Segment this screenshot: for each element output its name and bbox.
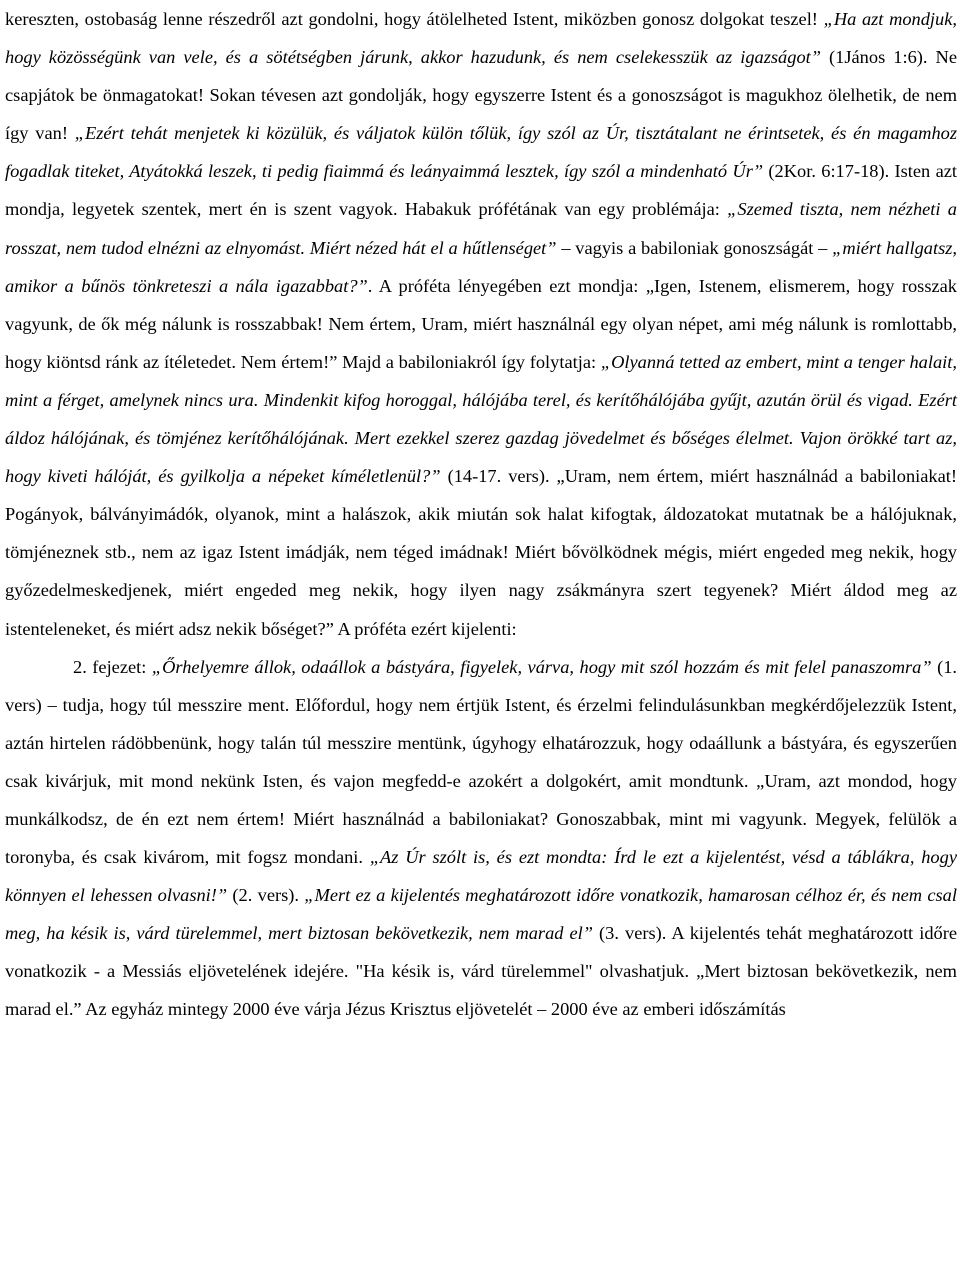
body-text: 2. fejezet: <box>73 656 152 677</box>
paragraph-1 <box>5 0 957 648</box>
quote-text: „Ezért tehát menjetek ki közülük, és váljatok külön tőlük, így szól az Úr, tisztátalant ne érintsetek, és én magamhoz fogadlak titeket, Atyátokká leszek, ti pedig fiaimmá és leányaimmá lesztek, így szól a mindenható Úr” <box>5 123 958 182</box>
body-text: (1János 1:6). Ne csapjátok be önmagatokat! Sokan tévesen azt gondolják, hogy egyszerre Istent és a gonoszságot is magukhoz ölelhetik, de nem így van! <box>5 47 957 144</box>
body-text: (2. vers). <box>227 885 305 906</box>
body-text: kereszten, ostobaság lenne részedről azt gondolni, hogy átölelheted Istent, miközben gonosz dolgokat teszel! <box>5 9 824 29</box>
body-text: (3. vers). A kijelentés tehát meghatározott időre vonatkozik - a Messiás eljövetelének idejére. "Ha késik is, várd türelemmel" olvashatjuk. „Mert biztosan bekövetkezik, nem marad el.” Az egyház mintegy 2000 éve várja Jézus Krisztus eljövetelét – 2000 éve az emberi időszámítás <box>5 923 957 1020</box>
body-text: (2Kor. 6:17-18). Isten azt mondja, legyetek szentek, mert én is szent vagyok. Habakuk prófétának van egy problémája: <box>5 161 958 220</box>
quote-text: „Szemed tiszta, nem nézheti a rosszat, nem tudod elnézni az elnyomást. Miért nézed hát el a hűtlenséget” <box>5 199 957 258</box>
quote-text: „Mert ez a kijelentés meghatározott időre vonatkozik, hamarosan célhoz ér, és nem csal meg, ha késik is, várd türelemmel, mert biztosan bekövetkezik, nem marad el” <box>5 885 957 944</box>
body-text: . A próféta lényegében ezt mondja: „Igen, Istenem, elismerem, hogy rosszak vagyunk, de ők még nálunk is rosszabbak! Nem értem, Uram, miért használnál egy olyan népet, ami még nálunk is romlottabb, hogy kiöntsd ránk az ítéletedet. Nem értem!” Majd a babiloniakról így folytatja: <box>5 275 957 372</box>
paragraph-2 <box>5 648 957 1029</box>
quote-text: „Az Úr szólt is, és ezt mondta: Írd le ezt a kijelentést, vésd a táblákra, hogy könnyen el lehessen olvasni!” <box>5 847 957 906</box>
body-text: – vagyis a babiloniak gonoszságát – <box>556 237 833 258</box>
quote-text: „miért hallgatsz, amikor a bűnös tönkreteszi a nála igazabbat?” <box>5 237 957 296</box>
body-text: (1. vers) – tudja, hogy túl messzire ment. Előfordul, hogy nem értjük Istent, és érzelmi felindulásunkban megkérdőjelezzük Istent, aztán hirtelen rádöbbenünk, hogy talán túl messzire mentünk, úgyhogy elhatározzuk, hogy odaállunk a bástyára, és egyszerűen csak kivárjuk, mit mond nekünk Isten, és vajon megfedd-e azokért a dolgokért, amit mondtunk. „Uram, azt mondod, hogy munkálkodsz, de én ezt nem értem! Miért használnád a babiloniakat? Gonoszabbak, mint mi vagyunk. Megyek, felülök a toronyba, és csak kivárom, mit fogsz mondani. <box>5 656 958 868</box>
body-text: (14-17. vers). „Uram, nem értem, miért használnád a babiloniakat! Pogányok, bálványimádók, olyanok, mint a halászok, akik miután sok halat kifogtak, áldozatokat mutatnak be a hálójuknak, tömjéneznek stb., nem az igaz Istent imádják, nem téged imádnak! Miért bővölködnek mégis, miért engeded meg nekik, hogy győzedelmeskedjenek, miért engeded meg nekik, hogy ilyen nagy zsákmányra szert tegyenek? Miért áldod meg az istenteleneket, és miért adsz nekik bőséget?” A próféta ezért kijelenti: <box>5 466 958 639</box>
quote-text: „Olyanná tetted az embert, mint a tenger halait, mint a férget, amelynek nincs ura. Mindenkit kifog horoggal, hálójába terel, és kerítőhálójába gyűjt, azután örül és vigad. Ezért áldoz hálójának, és tömjénez kerítőhálójának. Mert ezekkel szerez gazdag jövedelmet és bőséges élelmet. Vajon örökké tart az, hogy kiveti hálóját, és gyilkolja a népeket kíméletlenül?” <box>5 351 958 487</box>
quote-text: „Őrhelyemre állok, odaállok a bástyára, figyelek, várva, hogy mit szól hozzám és mit felel panaszomra” <box>151 656 932 677</box>
quote-text: „Ha azt mondjuk, hogy közösségünk van vele, és a sötétségben járunk, akkor hazudunk, és nem cselekesszük az igazságot” <box>5 9 957 68</box>
